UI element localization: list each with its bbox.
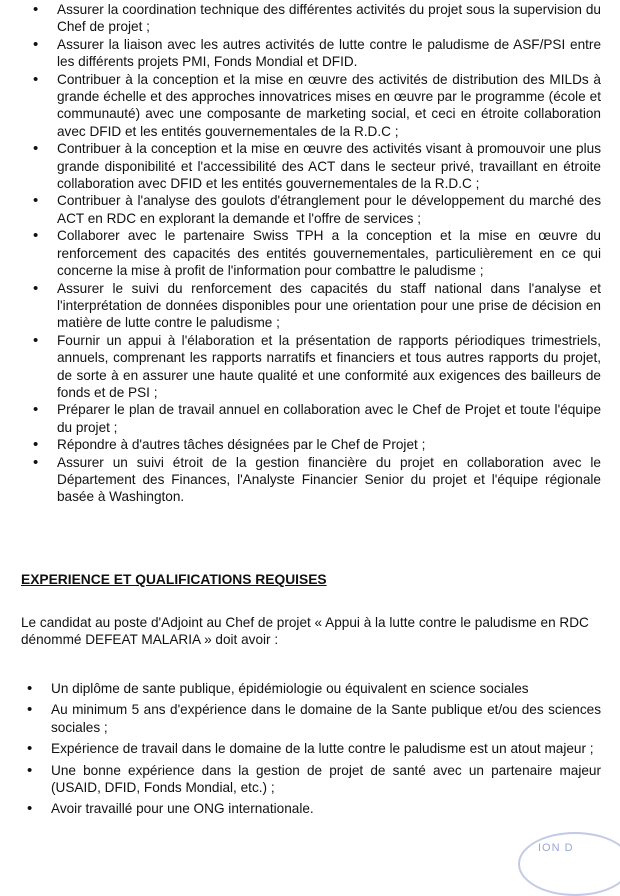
qualification-item: [21, 762, 601, 797]
bullet-icon: •: [33, 192, 39, 210]
duty-item: [21, 71, 601, 141]
bullet-icon: •: [27, 680, 33, 697]
duty-text: Collaborer avec le partenaire Swiss TPH a la conception et la mise en œuvre du renforcement des capacités des entités gouvernementales, particulièrement en ce qui concerne la mise à profit de l'information pour combattre le paludisme ;: [57, 228, 601, 279]
qualification-text: Une bonne expérience dans la gestion de projet de santé avec un partenaire majeur (USAID, DFID, Fonds Mondial, etc.) ;: [51, 762, 601, 796]
bullet-icon: •: [33, 436, 39, 454]
qualification-text: Au minimum 5 ans d'expérience dans le domaine de la Sante publique et/ou des sciences sociales ;: [51, 702, 601, 735]
bullet-icon: •: [33, 279, 39, 297]
duty-item: [21, 454, 601, 506]
duty-text: Assurer la liaison avec les autres activités de lutte contre le paludisme de ASF/PSI entre les différents projets PMI, Fonds Mondial et DFID.: [57, 36, 601, 70]
duty-text: Contribuer à la conception et la mise en œuvre des activités de distribution des MILDs à grande échelle et des approches innovatrices mises en œuvre par le programme (école et communauté) avec une composante de marketing social, et ceci en étroite collaboration avec DFID et les entités gouvernementales de la R.D.C ;: [57, 71, 601, 139]
bullet-icon: •: [33, 70, 39, 88]
duty-item: [21, 280, 601, 332]
duty-text: Assurer un suivi étroit de la gestion financière du projet en collaboration avec le Département des Finances, l'Analyste Financier Senior du projet et l'équipe régionale basée à Washington.: [57, 454, 601, 505]
duty-text: Répondre à d'autres tâches désignées par le Chef de Projet ;: [57, 437, 426, 453]
duty-item: [21, 36, 601, 71]
duty-item: [21, 140, 601, 192]
duty-item: [21, 192, 601, 227]
bullet-icon: •: [33, 453, 39, 471]
qualification-text: Avoir travaillé pour une ONG internationale.: [51, 801, 314, 817]
duty-item: [21, 1, 601, 36]
bullet-icon: •: [33, 140, 39, 158]
duty-item: [21, 401, 601, 436]
duty-text: Assurer le suivi du renforcement des capacités du staff national dans l'analyse et l'interprétation de données disponibles pour une orientation pour une prise de décision en matière de lutte contre le paludisme ;: [57, 280, 601, 331]
bullet-icon: •: [33, 1, 39, 18]
stamp-text: ION D: [538, 842, 574, 854]
bullet-icon: •: [27, 740, 33, 758]
duty-text: Contribuer à la conception et la mise en œuvre des activités visant à promouvoir une plus grande disponibilité et l'accessibilité des ACT dans le secteur privé, travaillant en étroite collaboration avec DFID et les entités gouvernementales de la R.D.C ;: [57, 141, 601, 192]
qualification-item: [21, 800, 601, 817]
section-heading: EXPERIENCE ET QUALIFICATIONS REQUISES: [21, 572, 327, 587]
duty-text: Assurer la coordination technique des différentes activités du projet sous la supervision du Chef de projet ;: [57, 2, 601, 35]
qualification-item: [21, 701, 601, 736]
duty-text: Préparer le plan de travail annuel en collaboration avec le Chef de Projet et toute l'équipe du projet ;: [57, 402, 601, 435]
qualification-text: Expérience de travail dans le domaine de la lutte contre le paludisme est un atout majeur ;: [51, 741, 594, 757]
duty-item: [21, 227, 601, 279]
duty-item: [21, 332, 601, 402]
bullet-icon: •: [33, 35, 39, 53]
duties-list: [21, 1, 601, 506]
bullet-icon: •: [33, 401, 39, 419]
qualification-item: [21, 740, 601, 757]
duty-text: Contribuer à l'analyse des goulots d'étranglement pour le développement du marché des ACT en RDC en explorant la demande et l'offre de services ;: [57, 193, 601, 226]
bullet-icon: •: [27, 761, 33, 779]
bullet-icon: •: [33, 227, 39, 245]
bullet-icon: •: [27, 800, 33, 818]
qualifications-list: [21, 680, 601, 822]
intro-paragraph: Le candidat au poste d'Adjoint au Chef de projet « Appui à la lutte contre le paludisme en RDC dénommé DEFEAT MALARIA » doit avoir :: [21, 615, 589, 648]
duty-item: [21, 436, 601, 453]
qualification-item: [21, 680, 601, 697]
bullet-icon: •: [33, 331, 39, 349]
bullet-icon: •: [27, 701, 33, 719]
qualification-text: Un diplôme de sante publique, épidémiologie ou équivalent en science sociales: [51, 681, 529, 696]
duty-text: Fournir un appui à l'élaboration et la présentation de rapports périodiques trimestriels, annuels, comprenant les rapports narratifs et financiers et tous autres rapports du projet, de sorte à en assurer une haute qualité et une conformité aux exigences des bailleurs de fonds et de PSI ;: [57, 332, 601, 400]
